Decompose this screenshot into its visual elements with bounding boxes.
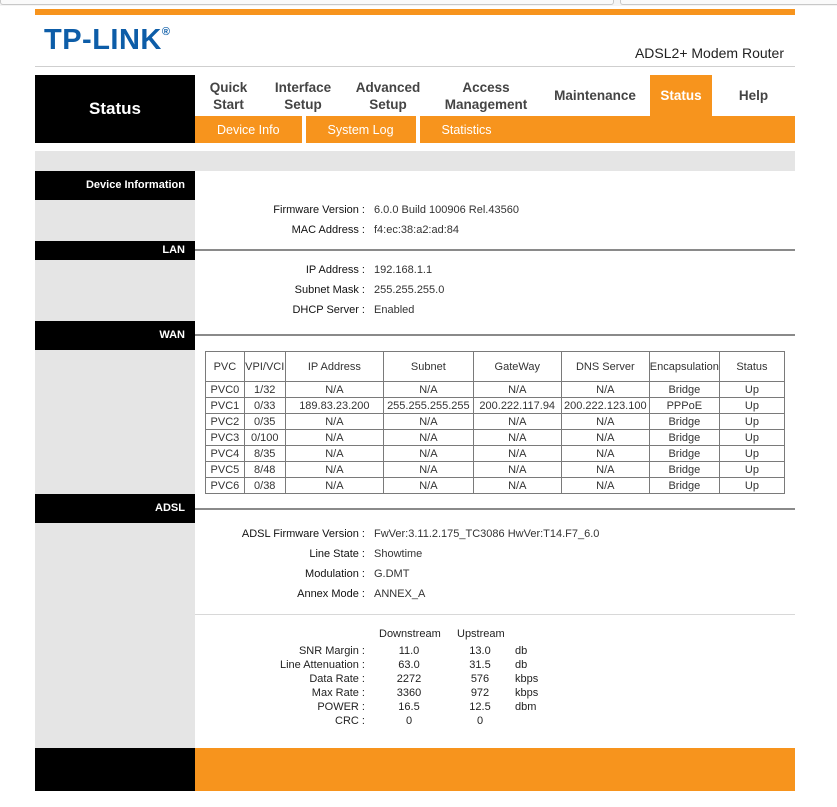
wan-cell: N/A	[285, 382, 383, 398]
wan-cell: Bridge	[649, 446, 719, 462]
wan-header-cell: GateWay	[473, 352, 561, 382]
wan-cell: Up	[719, 398, 784, 414]
stat-unit: db	[515, 645, 528, 657]
wan-cell: N/A	[384, 382, 474, 398]
nav-maintenance[interactable]: Maintenance	[554, 88, 636, 103]
annex-mode-label: Annex Mode :	[297, 588, 365, 600]
wan-cell: N/A	[561, 446, 649, 462]
header-divider	[35, 66, 795, 67]
wan-cell: N/A	[285, 462, 383, 478]
lan-divider	[195, 249, 795, 251]
wan-header-cell: Encapsulation	[649, 352, 719, 382]
wan-header-cell: DNS Server	[561, 352, 649, 382]
stat-row	[195, 687, 795, 701]
sub-nav	[195, 116, 795, 143]
modulation-label: Modulation :	[305, 568, 365, 580]
section-lan: LAN	[35, 241, 195, 260]
mac-address-row	[195, 224, 795, 238]
table-row	[206, 478, 785, 494]
wan-cell: N/A	[285, 446, 383, 462]
downstream-header: Downstream	[379, 628, 441, 640]
table-row	[206, 414, 785, 430]
page-title: Status	[35, 75, 195, 143]
stat-label: POWER :	[317, 701, 365, 713]
lan-ip-row	[195, 264, 795, 278]
adsl-firmware-value: FwVer:3.11.2.175_TC3086 HwVer:T14.F7_6.0	[374, 528, 600, 540]
wan-cell: Up	[719, 430, 784, 446]
content-top-bar	[35, 151, 795, 171]
stat-row	[195, 715, 795, 729]
wan-cell: N/A	[384, 430, 474, 446]
browser-chrome	[0, 0, 837, 6]
firmware-version-row	[195, 204, 795, 218]
wan-cell: N/A	[561, 478, 649, 494]
wan-cell: Up	[719, 446, 784, 462]
wan-cell: N/A	[473, 430, 561, 446]
subnet-mask-label: Subnet Mask :	[294, 284, 365, 296]
stat-label: Line Attenuation :	[279, 659, 365, 671]
wan-cell: N/A	[473, 478, 561, 494]
wan-cell: PVC3	[206, 430, 245, 446]
stat-unit: kbps	[515, 673, 539, 685]
wan-header-cell: VPI/VCI	[244, 352, 285, 382]
line-state-row	[195, 548, 795, 562]
wan-cell: Bridge	[649, 478, 719, 494]
wan-cell: N/A	[561, 462, 649, 478]
subnav-system-log[interactable]: System Log	[327, 122, 394, 137]
browser-search-bar[interactable]	[620, 0, 837, 5]
wan-cell: 0/33	[244, 398, 285, 414]
subnet-mask-value: 255.255.255.0	[374, 284, 445, 296]
modulation-row	[195, 568, 795, 582]
stat-upstream-value: 972	[470, 687, 490, 699]
mac-address-value: f4:ec:38:a2:ad:84	[374, 224, 460, 236]
adsl-stats-separator	[195, 614, 795, 615]
wan-cell: 200.222.117.94	[473, 398, 561, 414]
stat-row	[195, 673, 795, 687]
table-row	[206, 398, 785, 414]
subnav-device-info[interactable]: Device Info	[217, 122, 280, 137]
stat-downstream-value: 3360	[396, 687, 422, 699]
mac-address-label: MAC Address :	[291, 224, 365, 236]
wan-cell: 200.222.123.100	[561, 398, 649, 414]
left-column	[35, 200, 195, 748]
table-row	[206, 430, 785, 446]
dhcp-server-value: Enabled	[374, 304, 415, 316]
nav-access-management[interactable]: Access Management	[444, 79, 528, 112]
wan-cell: PVC2	[206, 414, 245, 430]
table-row	[206, 462, 785, 478]
wan-cell: N/A	[384, 446, 474, 462]
tp-link-logo: TP-LINK®	[44, 24, 171, 56]
wan-cell: N/A	[473, 382, 561, 398]
stat-downstream-value: 11.0	[398, 645, 420, 657]
wan-divider	[195, 334, 795, 336]
table-row	[206, 446, 785, 462]
wan-cell: 0/35	[244, 414, 285, 430]
wan-cell: N/A	[473, 414, 561, 430]
top-orange-bar	[35, 9, 795, 15]
stat-upstream-value: 31.5	[469, 659, 491, 671]
annex-mode-value: ANNEX_A	[374, 588, 426, 600]
wan-cell: PPPoE	[649, 398, 719, 414]
adsl-firmware-row	[195, 528, 795, 542]
wan-cell: 1/32	[244, 382, 285, 398]
wan-cell: N/A	[285, 414, 383, 430]
wan-cell: Bridge	[649, 414, 719, 430]
subnav-statistics[interactable]: Statistics	[441, 122, 492, 137]
firmware-version-value: 6.0.0 Build 100906 Rel.43560	[374, 204, 519, 216]
wan-cell: 0/100	[244, 430, 285, 446]
wan-cell: N/A	[285, 430, 383, 446]
adsl-statistics	[195, 628, 795, 738]
nav-advanced-setup[interactable]: Advanced Setup	[355, 79, 421, 112]
lan-ip-label: IP Address :	[305, 264, 365, 276]
stat-downstream-value: 63.0	[398, 659, 420, 671]
wan-cell: PVC1	[206, 398, 245, 414]
wan-cell: Up	[719, 462, 784, 478]
stat-label: Max Rate :	[311, 687, 365, 699]
subnet-mask-row	[195, 284, 795, 298]
nav-help[interactable]: Help	[738, 88, 769, 103]
wan-cell: N/A	[384, 478, 474, 494]
stat-row	[195, 701, 795, 715]
stat-label: CRC :	[335, 715, 365, 727]
stat-upstream-value: 0	[476, 715, 484, 727]
stat-row	[195, 645, 795, 659]
annex-mode-row	[195, 588, 795, 602]
wan-cell: N/A	[473, 446, 561, 462]
wan-cell: PVC4	[206, 446, 245, 462]
dhcp-server-label: DHCP Server :	[292, 304, 365, 316]
adsl-divider	[195, 508, 795, 510]
section-adsl: ADSL	[35, 494, 195, 523]
wan-cell: N/A	[384, 414, 474, 430]
wan-cell: N/A	[384, 462, 474, 478]
stat-label: SNR Margin :	[298, 645, 365, 657]
stat-unit: db	[515, 659, 528, 671]
section-wan: WAN	[35, 321, 195, 350]
wan-header-cell: IP Address	[285, 352, 383, 382]
line-state-value: Showtime	[374, 548, 423, 560]
nav-interface-setup[interactable]: Interface Setup	[274, 79, 332, 112]
adsl-firmware-label: ADSL Firmware Version :	[241, 528, 365, 540]
dhcp-server-row	[195, 304, 795, 318]
stat-unit: dbm	[515, 701, 537, 713]
stat-upstream-value: 13.0	[469, 645, 491, 657]
browser-address-bar[interactable]	[0, 0, 614, 5]
stat-upstream-value: 12.5	[469, 701, 491, 713]
wan-cell: N/A	[561, 430, 649, 446]
footer-right	[195, 748, 795, 791]
footer-left	[35, 748, 195, 791]
wan-cell: PVC0	[206, 382, 245, 398]
wan-table	[205, 351, 785, 494]
stat-upstream-value: 576	[470, 673, 490, 685]
stat-downstream-value: 0	[405, 715, 413, 727]
wan-cell: 0/38	[244, 478, 285, 494]
nav-quick-start[interactable]: Quick Start	[209, 79, 248, 112]
wan-cell: Bridge	[649, 430, 719, 446]
wan-cell: Bridge	[649, 382, 719, 398]
table-row	[206, 382, 785, 398]
wan-header-cell: Subnet	[384, 352, 474, 382]
wan-cell: Up	[719, 478, 784, 494]
wan-cell: PVC6	[206, 478, 245, 494]
stat-row	[195, 659, 795, 673]
wan-cell: 255.255.255.255	[384, 398, 474, 414]
wan-cell: Up	[719, 414, 784, 430]
nav-status[interactable]: Status	[650, 75, 712, 116]
wan-cell: Up	[719, 382, 784, 398]
wan-cell: 8/48	[244, 462, 285, 478]
modulation-value: G.DMT	[374, 568, 410, 580]
wan-cell: 189.83.23.200	[285, 398, 383, 414]
stat-label: Data Rate :	[309, 673, 365, 685]
wan-header-cell: Status	[719, 352, 784, 382]
wan-cell: 8/35	[244, 446, 285, 462]
wan-cell: Bridge	[649, 462, 719, 478]
wan-header-cell: PVC	[206, 352, 245, 382]
line-state-label: Line State :	[309, 548, 365, 560]
wan-cell: PVC5	[206, 462, 245, 478]
stat-unit: kbps	[515, 687, 539, 699]
wan-cell: N/A	[285, 478, 383, 494]
stat-downstream-value: 16.5	[398, 701, 420, 713]
main-nav	[195, 75, 795, 116]
upstream-header: Upstream	[457, 628, 505, 640]
firmware-version-label: Firmware Version :	[273, 204, 365, 216]
lan-ip-value: 192.168.1.1	[374, 264, 433, 276]
wan-cell: N/A	[561, 382, 649, 398]
wan-cell: N/A	[473, 462, 561, 478]
stat-downstream-value: 2272	[396, 673, 422, 685]
product-name: ADSL2+ Modem Router	[634, 45, 784, 61]
wan-cell: N/A	[561, 414, 649, 430]
section-device-information: Device Information	[35, 171, 195, 200]
